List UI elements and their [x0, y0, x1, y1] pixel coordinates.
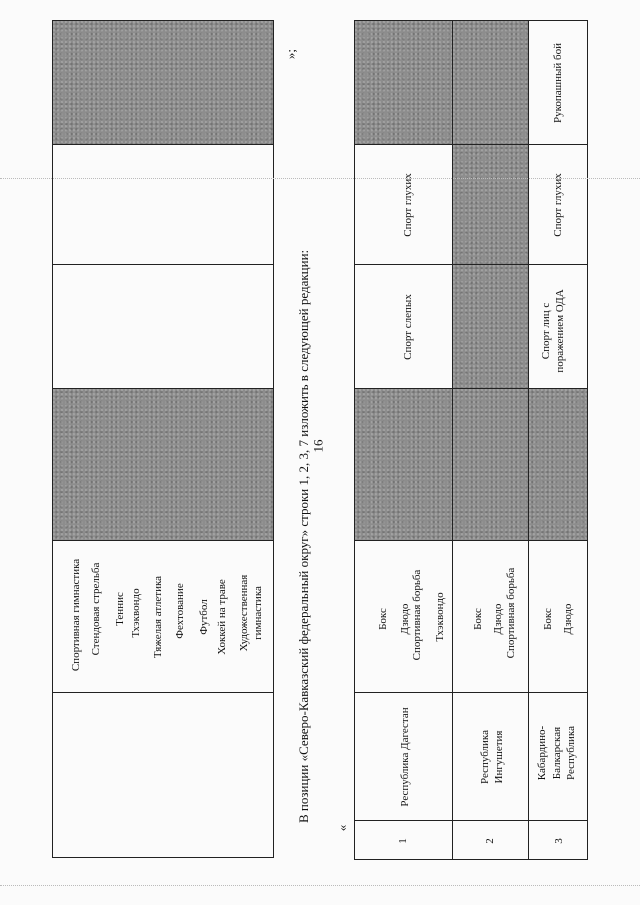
row2-sport: Дзюдо	[492, 603, 504, 635]
scan-line	[0, 885, 640, 886]
row3-col6: Рукопашный бой	[552, 42, 564, 124]
row2-region: Ингушетия	[493, 730, 505, 784]
row3-sport: Бокс	[542, 608, 554, 630]
row2-region: Республика	[479, 730, 491, 785]
row3-region: Республика	[565, 726, 577, 781]
top-sport-item: Стендовая стрельба	[90, 562, 102, 656]
top-sport-item: гимнастика	[252, 586, 264, 640]
close-quote: »;	[283, 48, 299, 60]
row3-region: Кабардино-	[536, 725, 548, 781]
row3-gray-cell	[528, 388, 588, 541]
row3-col4: поражением ОДА	[554, 289, 566, 373]
row3-col4: Спорт лиц с	[540, 302, 552, 360]
page-number: 16	[310, 439, 326, 453]
top-sport-item: Фехтование	[174, 583, 186, 639]
row1-sport: Спортивная борьба	[411, 569, 423, 661]
top-sport-item: Художественная	[238, 574, 250, 652]
top-col-num	[52, 692, 274, 858]
row1-col5: Спорт глухих	[402, 173, 414, 237]
row1-col4: Спорт слепых	[402, 294, 414, 360]
row2-gray-cell	[452, 388, 529, 541]
row1-sport: Бокс	[377, 608, 389, 630]
row2-number: 2	[484, 838, 496, 844]
amendment-paragraph: В позиции «Северо-Кавказский федеральный округ» строки 1, 2, 3, 7 изложить в следующей редакции:	[296, 249, 311, 823]
top-sport-item: Футбол	[198, 599, 210, 635]
top-col-4	[52, 264, 274, 389]
row2-sport: Спортивная борьба	[505, 567, 517, 659]
row1-sport: Дзюдо	[399, 603, 411, 635]
row1-region: Республика Дагестан	[399, 707, 411, 807]
top-col-gray-1	[52, 388, 274, 541]
row3-col5: Спорт глухих	[552, 173, 564, 237]
top-col-6	[52, 20, 274, 145]
top-sport-item: Спортивная гимнастика	[70, 558, 82, 672]
scan-line	[0, 178, 640, 179]
top-sport-item: Теннис	[114, 592, 126, 626]
top-sport-item: Тяжелая атлетика	[152, 575, 164, 659]
top-sport-item: Хоккей на траве	[216, 579, 228, 655]
row2-col5-cell	[452, 144, 529, 265]
row3-number: 3	[553, 838, 565, 844]
open-quote: «	[334, 824, 350, 832]
row1-gray-cell	[354, 388, 453, 541]
row3-region: Балкарская	[551, 726, 563, 780]
row2-col6-cell	[452, 20, 529, 145]
row2-col4-cell	[452, 264, 529, 389]
row1-col6-cell	[354, 20, 453, 145]
row1-number: 1	[397, 838, 409, 844]
row3-sport: Дзюдо	[562, 603, 574, 635]
row3-sports-cell	[528, 540, 588, 693]
top-sport-item: Тхэквондо	[130, 588, 142, 638]
row1-sport: Тхэквондо	[434, 592, 446, 642]
top-col-5	[52, 144, 274, 265]
row2-sport: Бокс	[472, 608, 484, 630]
